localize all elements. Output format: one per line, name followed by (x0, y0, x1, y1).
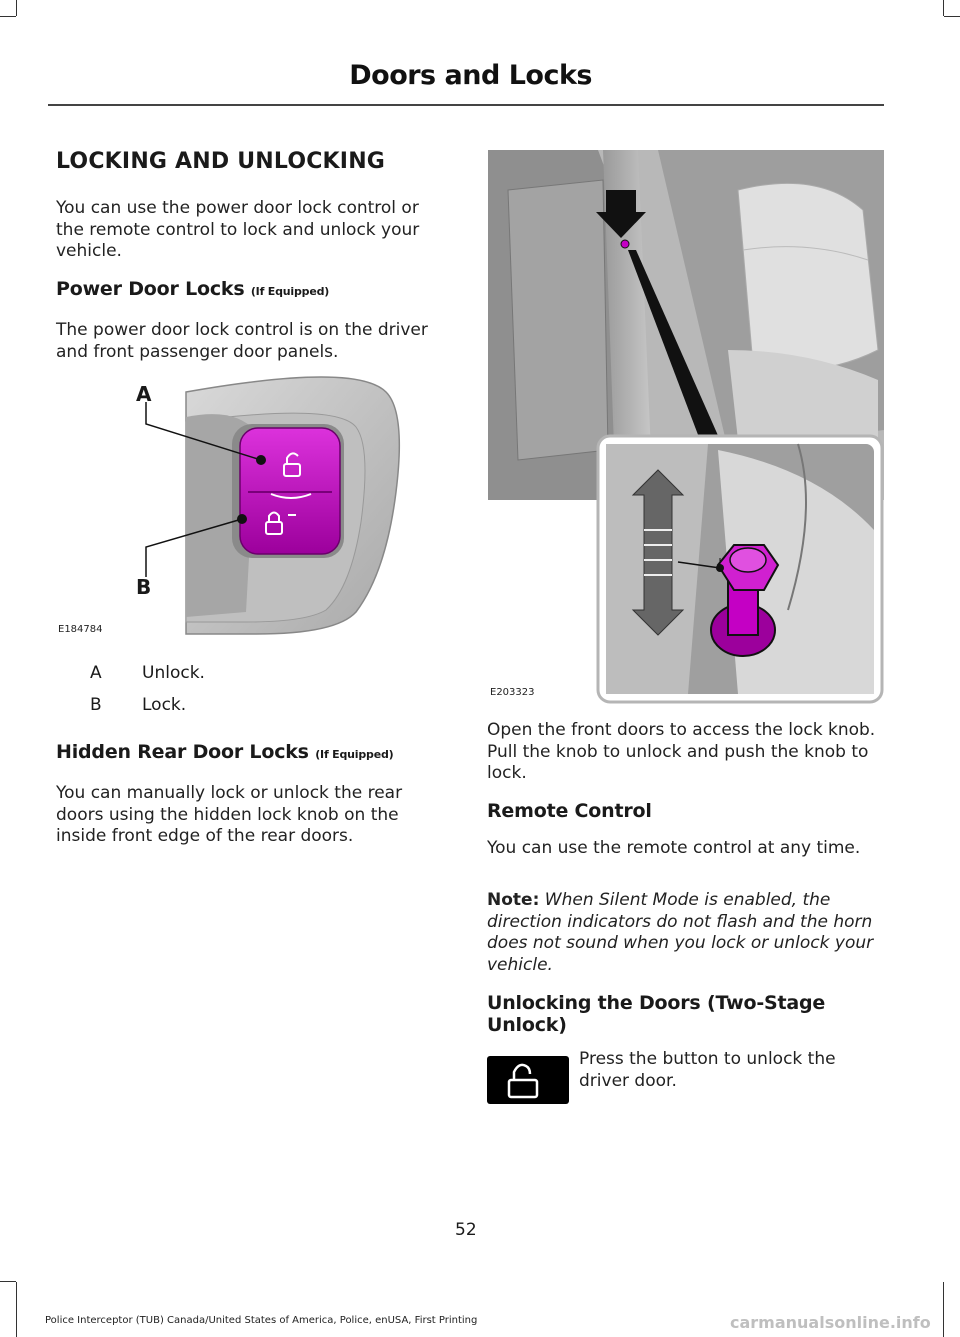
door-lock-switch-illustration (56, 372, 448, 642)
rear-door-lock-knob-illustration (488, 150, 884, 706)
power-locks-title: Power Door Locks (56, 278, 245, 300)
figure1-label-a: A (136, 382, 152, 406)
note-text: When Silent Mode is enabled, the direction indicators do not flash and the horn does not sound when you lock or unlock your vehicle. (487, 890, 874, 975)
figure-hidden-lock-knob (488, 150, 884, 706)
unlock-icon (487, 1056, 569, 1104)
section-heading: LOCKING AND UNLOCKING (56, 149, 386, 174)
crop-mark (16, 0, 17, 16)
figure-door-lock-switch (56, 372, 448, 642)
unlocking-heading: Unlocking the Doors (Two-Stage Unlock) (487, 992, 826, 1036)
hidden-locks-heading (56, 741, 393, 763)
crop-mark (943, 0, 944, 16)
legend-value-b: Lock. (142, 695, 187, 715)
hidden-locks-paragraph: You can manually lock or unlock the rear doors using the hidden lock knob on the inside front edge of the rear doors. (56, 783, 403, 846)
crop-mark (0, 16, 16, 17)
legend-key-a: A (90, 663, 102, 683)
power-locks-suffix: (If Equipped) (250, 285, 330, 298)
note-paragraph (487, 890, 877, 976)
page-header-title: Doors and Locks (349, 60, 592, 91)
footer-print-info: Police Interceptor (TUB) Canada/United States of America, Police, enUSA, First Printing (45, 1315, 478, 1326)
unlocking-instruction: Press the button to unlock the driver door. (579, 1049, 836, 1091)
page-number: 52 (455, 1220, 477, 1240)
legend-value-a: Unlock. (142, 663, 205, 683)
crop-mark (944, 16, 960, 17)
crop-mark (943, 1282, 944, 1337)
hidden-locks-title: Hidden Rear Door Locks (56, 741, 309, 763)
hidden-locks-suffix: (If Equipped) (315, 748, 394, 761)
power-locks-heading (56, 278, 329, 300)
knob-paragraph: Open the front doors to access the lock knob. Pull the knob to unlock and push the knob to lock. (487, 720, 876, 783)
remote-control-paragraph: You can use the remote control at any time. (487, 838, 861, 858)
crop-mark (0, 1281, 16, 1282)
intro-paragraph: You can use the power door lock control or the remote control to lock and unlock your vehicle. (56, 198, 420, 261)
crop-mark (16, 1282, 17, 1337)
figure1-code: E184784 (58, 624, 103, 635)
legend-key-b: B (90, 695, 102, 715)
figure1-label-b: B (136, 575, 152, 599)
footer-watermark: carmanualsonline.info (730, 1313, 931, 1332)
header-rule (48, 104, 884, 106)
remote-control-heading: Remote Control (487, 800, 652, 822)
note-label: Note: (487, 890, 540, 910)
figure2-code: E203323 (490, 687, 535, 698)
power-locks-paragraph: The power door lock control is on the driver and front passenger door panels. (56, 320, 428, 362)
